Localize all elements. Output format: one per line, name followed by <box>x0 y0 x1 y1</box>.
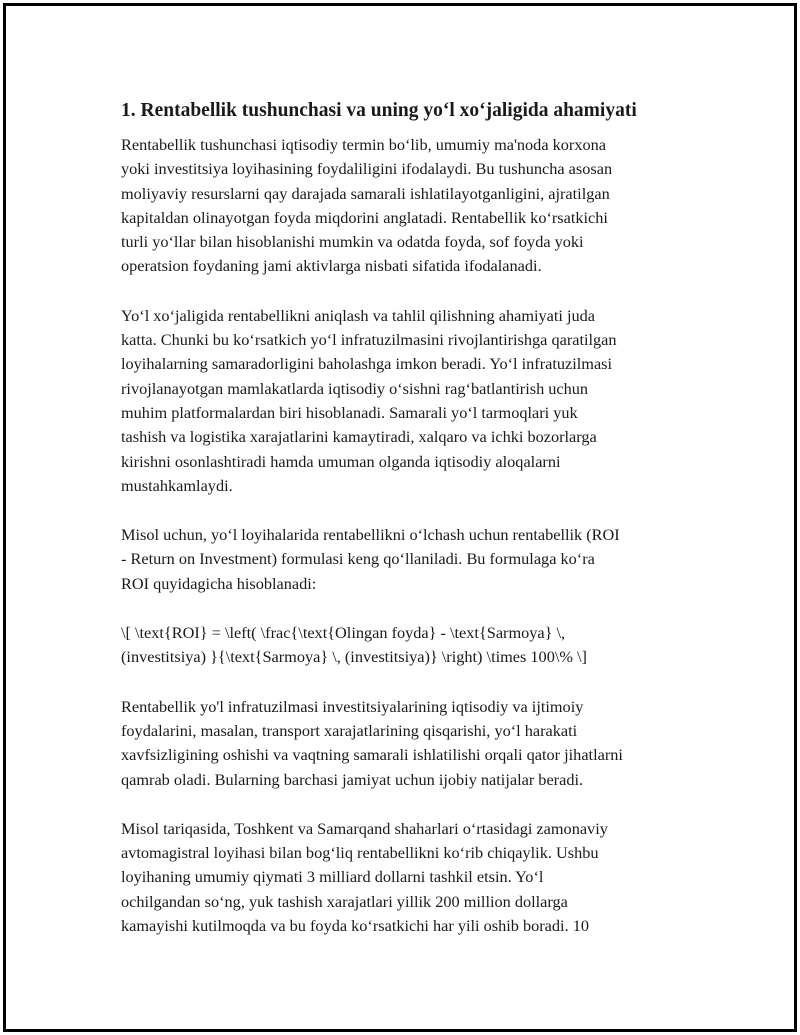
text-line: avtomagistral loyihasi bilan bog‘liq rentabellikni ko‘rib chiqaylik. Ushbu <box>121 843 599 863</box>
text-line: kirishni osonlashtiradi hamda umuman olganda iqtisodiy aloqalarni <box>121 451 561 471</box>
paragraph-importance <box>121 304 706 498</box>
paragraph-definition <box>121 133 706 279</box>
text-line: loyihalarning samaradorligini baholashga imkon beradi. Yo‘l infratuzilmasi <box>121 354 613 374</box>
text-line: - Return on Investment) formulasi keng qo‘llaniladi. Bu formulaga ko‘ra <box>121 549 595 569</box>
document-body <box>121 98 706 963</box>
text-line: turli yo‘llar bilan hisoblanishi mumkin va odatda foyda, sof foyda yoki <box>121 232 584 252</box>
paragraph-benefits <box>121 695 706 792</box>
text-line: mustahkamlaydi. <box>121 475 233 495</box>
formula-line: (investitsiya) }{\text{Sarmoya} \, (investitsiya)} \right) \times 100\% \] <box>121 647 587 667</box>
text-line: moliyaviy resurslarni qay darajada samarali ishlatilayotganligini, ajratilgan <box>121 183 610 203</box>
formula-line: \[ \text{ROI} = \left( \frac{\text{Olingan foyda} - \text{Sarmoya} \, <box>121 623 566 643</box>
section-title: 1. Rentabellik tushunchasi va uning yo‘l xo‘jaligida ahamiyati <box>121 100 637 121</box>
text-line: foydalarini, masalan, transport xarajatlarining qisqarishi, yo‘l harakati <box>121 720 578 740</box>
text-line: tashish va logistika xarajatlarini kamaytiradi, xalqaro va ichki bozorlarga <box>121 427 597 447</box>
text-line: ochilgandan so‘ng, yuk tashish xarajatlari yillik 200 million dollarga <box>121 891 568 911</box>
text-line: Misol tariqasida, Toshkent va Samarqand shaharlari o‘rtasidagi zamonaviy <box>121 818 608 838</box>
paragraph-roi-intro <box>121 523 706 596</box>
text-line: Misol uchun, yo‘l loyihalarida rentabellikni o‘lchash uchun rentabellik (ROI <box>121 525 620 545</box>
text-line: rivojlanayotgan mamlakatlarda iqtisodiy o‘sishni rag‘batlantirish uchun <box>121 378 589 398</box>
text-line: loyihaning umumiy qiymati 3 milliard dollarni tashkil etsin. Yo‘l <box>121 867 544 887</box>
page-frame <box>3 3 797 1032</box>
text-line: qamrab oladi. Bularning barchasi jamiyat uchun ijobiy natijalar beradi. <box>121 769 584 789</box>
text-line: Yo‘l xo‘jaligida rentabellikni aniqlash va tahlil qilishning ahamiyati juda <box>121 305 596 325</box>
text-line: xavfsizligining oshishi va vaqtning samarali ishlatilishi orqali qator jihatlarni <box>121 745 623 765</box>
text-line: yoki investitsiya loyihasining foydaliligini ifodalaydi. Bu tushuncha asosan <box>121 159 613 179</box>
text-line: Rentabellik tushunchasi iqtisodiy termin bo‘lib, umumiy ma'noda korxona <box>121 135 606 154</box>
paragraph-example <box>121 817 706 938</box>
paragraph-roi-formula <box>121 621 706 670</box>
text-line: katta. Chunki bu ko‘rsatkich yo‘l infratuzilmasini rivojlantirishga qaratilgan <box>121 330 617 350</box>
text-line: kamayishi kutilmoqda va bu foyda ko‘rsatkichi har yili oshib boradi. 10 <box>121 916 589 936</box>
text-line: ROI quyidagicha hisoblanadi: <box>121 573 317 593</box>
text-line: Rentabellik yo'l infratuzilmasi investitsiyalarining iqtisodiy va ijtimoiy <box>121 696 584 716</box>
text-line: operatsion foydaning jami aktivlarga nisbati sifatida ifodalanadi. <box>121 256 542 276</box>
text-line: kapitaldan olinayotgan foyda miqdorini anglatadi. Rentabellik ko‘rsatkichi <box>121 207 608 227</box>
text-line: muhim platformalardan biri hisoblanadi. Samarali yo‘l tarmoqlari yuk <box>121 402 578 422</box>
